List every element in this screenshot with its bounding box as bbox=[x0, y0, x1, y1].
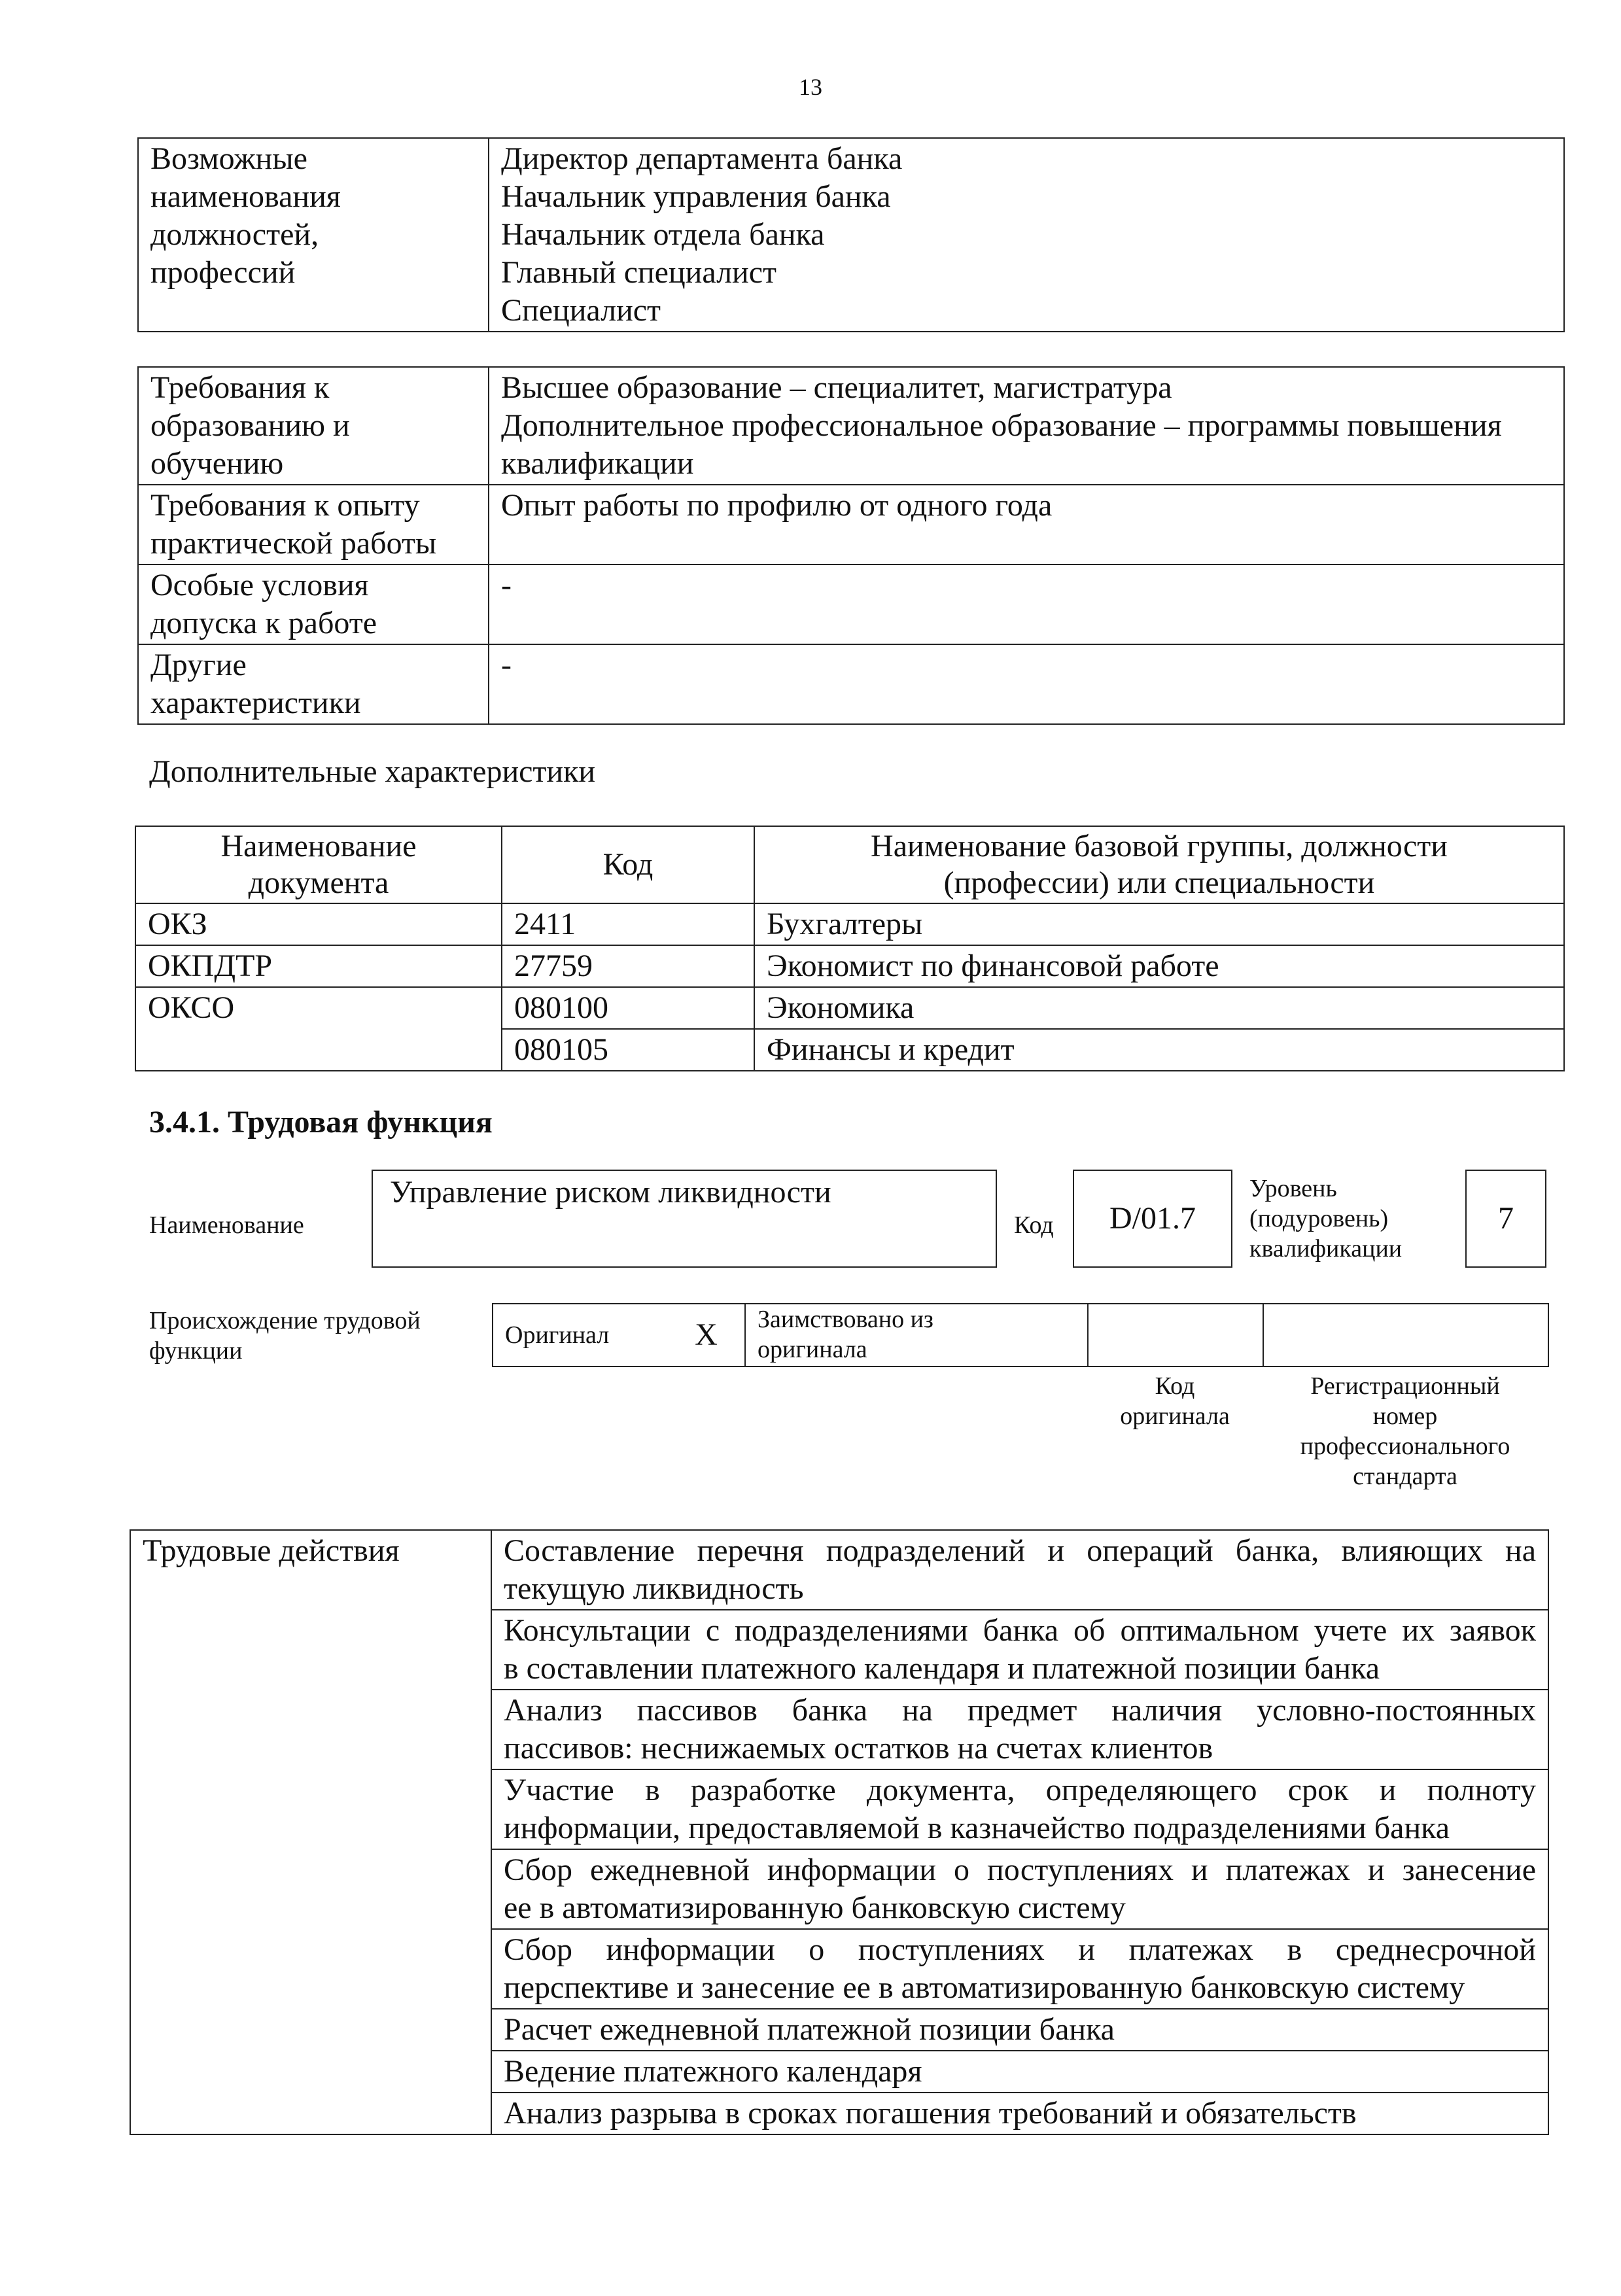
name-cell: Бухгалтеры bbox=[754, 903, 1564, 945]
action-line: в составлении платежного календаря и платежной позиции банка bbox=[504, 1651, 1380, 1686]
origin-table bbox=[492, 1303, 1549, 1367]
registration-number-caption bbox=[1263, 1371, 1548, 1491]
name-label: Наименование bbox=[149, 1211, 304, 1239]
action-line: Участие в разработке документа, определяющего срок и полноту bbox=[504, 1773, 1536, 1807]
action-item: Ведение платежного календаря bbox=[491, 2051, 1548, 2093]
function-name-box: Управление риском ликвидности bbox=[372, 1170, 997, 1268]
requirement-value bbox=[489, 485, 1564, 565]
action-line: Анализ пассивов банка на предмет наличия условно-постоянных bbox=[504, 1693, 1536, 1728]
action-item: Анализ разрыва в сроках погашения требований и обязательств bbox=[491, 2093, 1548, 2134]
origin-label-line: функции bbox=[149, 1337, 243, 1365]
header-name-line: Наименование базовой группы, должности bbox=[871, 829, 1448, 863]
requirement-value-line: квалификации bbox=[501, 446, 694, 481]
code-label: Код bbox=[1014, 1211, 1054, 1239]
action-item bbox=[491, 1769, 1548, 1849]
table-row bbox=[135, 903, 1564, 945]
header-doc-line: Наименование bbox=[220, 829, 417, 863]
requirement-value bbox=[489, 367, 1564, 485]
action-item bbox=[491, 1530, 1548, 1610]
code-cell: 27759 bbox=[502, 945, 754, 987]
requirement-value-line: Опыт работы по профилю от одного года bbox=[501, 488, 1053, 523]
requirement-value-line: - bbox=[501, 648, 512, 682]
requirement-label-line: обучению bbox=[150, 446, 284, 481]
positions-label-line: Возможные bbox=[150, 141, 307, 176]
additional-characteristics-title: Дополнительные характеристики bbox=[149, 754, 596, 789]
requirement-value-line: Дополнительное профессиональное образование – программы повышения bbox=[501, 408, 1502, 443]
positions-label-line: должностей, bbox=[150, 217, 319, 252]
function-code-box: D/01.7 bbox=[1073, 1170, 1232, 1268]
action-line: перспективе и занесение ее в автоматизированную банковскую систему bbox=[504, 1970, 1465, 2005]
requirement-label-line: Особые условия bbox=[150, 568, 369, 602]
position-title: Специалист bbox=[501, 293, 661, 328]
labor-actions-table bbox=[130, 1529, 1549, 2135]
positions-values-cell bbox=[489, 138, 1564, 332]
requirement-label-line: характеристики bbox=[150, 686, 361, 720]
action-item bbox=[491, 1929, 1548, 2009]
requirement-label-line: практической работы bbox=[150, 526, 437, 561]
original-mark-cell: X bbox=[668, 1304, 745, 1366]
action-item: Расчет ежедневной платежной позиции банка bbox=[491, 2009, 1548, 2051]
positions-table bbox=[137, 137, 1565, 332]
action-line: текущую ликвидность bbox=[504, 1571, 804, 1606]
caption-line: профессионального bbox=[1300, 1433, 1510, 1460]
requirement-row-special-conditions bbox=[138, 565, 1564, 644]
registration-number-cell bbox=[1263, 1304, 1548, 1366]
original-code-cell bbox=[1088, 1304, 1263, 1366]
requirement-value-line: Высшее образование – специалитет, магистратура bbox=[501, 370, 1172, 405]
additional-header-row bbox=[135, 826, 1564, 903]
table-row bbox=[130, 1530, 1548, 1610]
positions-label-cell bbox=[138, 138, 489, 332]
level-label-line: (подуровень) bbox=[1249, 1205, 1389, 1232]
requirement-value bbox=[489, 565, 1564, 644]
action-line: Консультации с подразделениями банка об оптимальном учете их заявок bbox=[504, 1613, 1536, 1648]
requirement-row-education bbox=[138, 367, 1564, 485]
origin-label-line: Происхождение трудовой bbox=[149, 1307, 421, 1334]
requirement-label-line: образованию и bbox=[150, 408, 350, 443]
page-number: 13 bbox=[799, 74, 822, 100]
level-label bbox=[1249, 1174, 1402, 1264]
action-item bbox=[491, 1690, 1548, 1769]
borrowed-label-line: оригинала bbox=[758, 1336, 867, 1363]
action-line: Сбор ежедневной информации о поступлениях и платежах и занесение bbox=[504, 1852, 1536, 1887]
position-title: Главный специалист bbox=[501, 255, 777, 290]
name-cell: Экономист по финансовой работе bbox=[754, 945, 1564, 987]
requirement-label bbox=[138, 644, 489, 724]
original-label-cell: Оригинал bbox=[493, 1304, 668, 1366]
action-line: Сбор информации о поступлениях и платежах в среднесрочной bbox=[504, 1932, 1536, 1967]
caption-line: номер bbox=[1372, 1402, 1438, 1430]
requirement-label-line: допуска к работе bbox=[150, 606, 377, 640]
position-title: Начальник отдела банка bbox=[501, 217, 825, 252]
header-doc-line: документа bbox=[248, 865, 389, 900]
action-item bbox=[491, 1849, 1548, 1929]
requirement-row-experience bbox=[138, 485, 1564, 565]
requirement-label bbox=[138, 485, 489, 565]
code-cell: 2411 bbox=[502, 903, 754, 945]
action-item bbox=[491, 1610, 1548, 1690]
requirement-label bbox=[138, 565, 489, 644]
header-name bbox=[754, 826, 1564, 903]
caption-line: Регистрационный bbox=[1310, 1372, 1500, 1400]
doc-cell: ОКПДТР bbox=[135, 945, 502, 987]
requirement-value bbox=[489, 644, 1564, 724]
position-title: Директор департамента банка bbox=[501, 141, 903, 176]
requirements-table bbox=[137, 366, 1565, 725]
header-code: Код bbox=[502, 826, 754, 903]
name-cell: Финансы и кредит bbox=[754, 1029, 1564, 1071]
requirement-label-line: Требования к bbox=[150, 370, 330, 405]
code-cell: 080100 bbox=[502, 987, 754, 1029]
labor-function-heading: 3.4.1. Трудовая функция bbox=[149, 1105, 493, 1139]
caption-line: оригинала bbox=[1120, 1402, 1230, 1430]
borrowed-cell bbox=[745, 1304, 1088, 1366]
table-row bbox=[135, 987, 1564, 1029]
actions-label-cell: Трудовые действия bbox=[130, 1530, 491, 2134]
action-line: Составление перечня подразделений и операций банка, влияющих на bbox=[504, 1533, 1536, 1568]
action-line: ее в автоматизированную банковскую систему bbox=[504, 1890, 1126, 1925]
name-cell: Экономика bbox=[754, 987, 1564, 1029]
caption-line: стандарта bbox=[1353, 1463, 1457, 1490]
action-line: информации, предоставляемой в казначейство подразделениями банка bbox=[504, 1811, 1450, 1845]
requirement-value-line: - bbox=[501, 568, 512, 602]
table-row bbox=[135, 945, 1564, 987]
doc-cell: ОКЗ bbox=[135, 903, 502, 945]
code-cell: 080105 bbox=[502, 1029, 754, 1071]
requirement-label-line: Требования к опыту bbox=[150, 488, 420, 523]
requirement-row-other bbox=[138, 644, 1564, 724]
header-doc bbox=[135, 826, 502, 903]
level-label-line: Уровень bbox=[1249, 1175, 1337, 1202]
requirement-label-line: Другие bbox=[150, 648, 247, 682]
action-line: пассивов: неснижаемых остатков на счетах клиентов bbox=[504, 1731, 1213, 1765]
requirement-label bbox=[138, 367, 489, 485]
position-title: Начальник управления банка bbox=[501, 179, 891, 214]
caption-line: Код bbox=[1155, 1372, 1195, 1400]
doc-cell: ОКСО bbox=[135, 987, 502, 1071]
positions-label-line: профессий bbox=[150, 255, 296, 290]
level-label-line: квалификации bbox=[1249, 1235, 1403, 1262]
positions-label-line: наименования bbox=[150, 179, 341, 214]
qualification-level-box: 7 bbox=[1465, 1170, 1546, 1268]
header-name-line: (профессии) или специальности bbox=[943, 865, 1375, 900]
additional-characteristics-table bbox=[135, 826, 1565, 1071]
origin-label bbox=[149, 1306, 421, 1366]
borrowed-label-line: Заимствовано из bbox=[758, 1306, 933, 1333]
positions-row bbox=[138, 138, 1564, 332]
code-original-caption bbox=[1087, 1371, 1263, 1431]
origin-row bbox=[493, 1304, 1548, 1366]
